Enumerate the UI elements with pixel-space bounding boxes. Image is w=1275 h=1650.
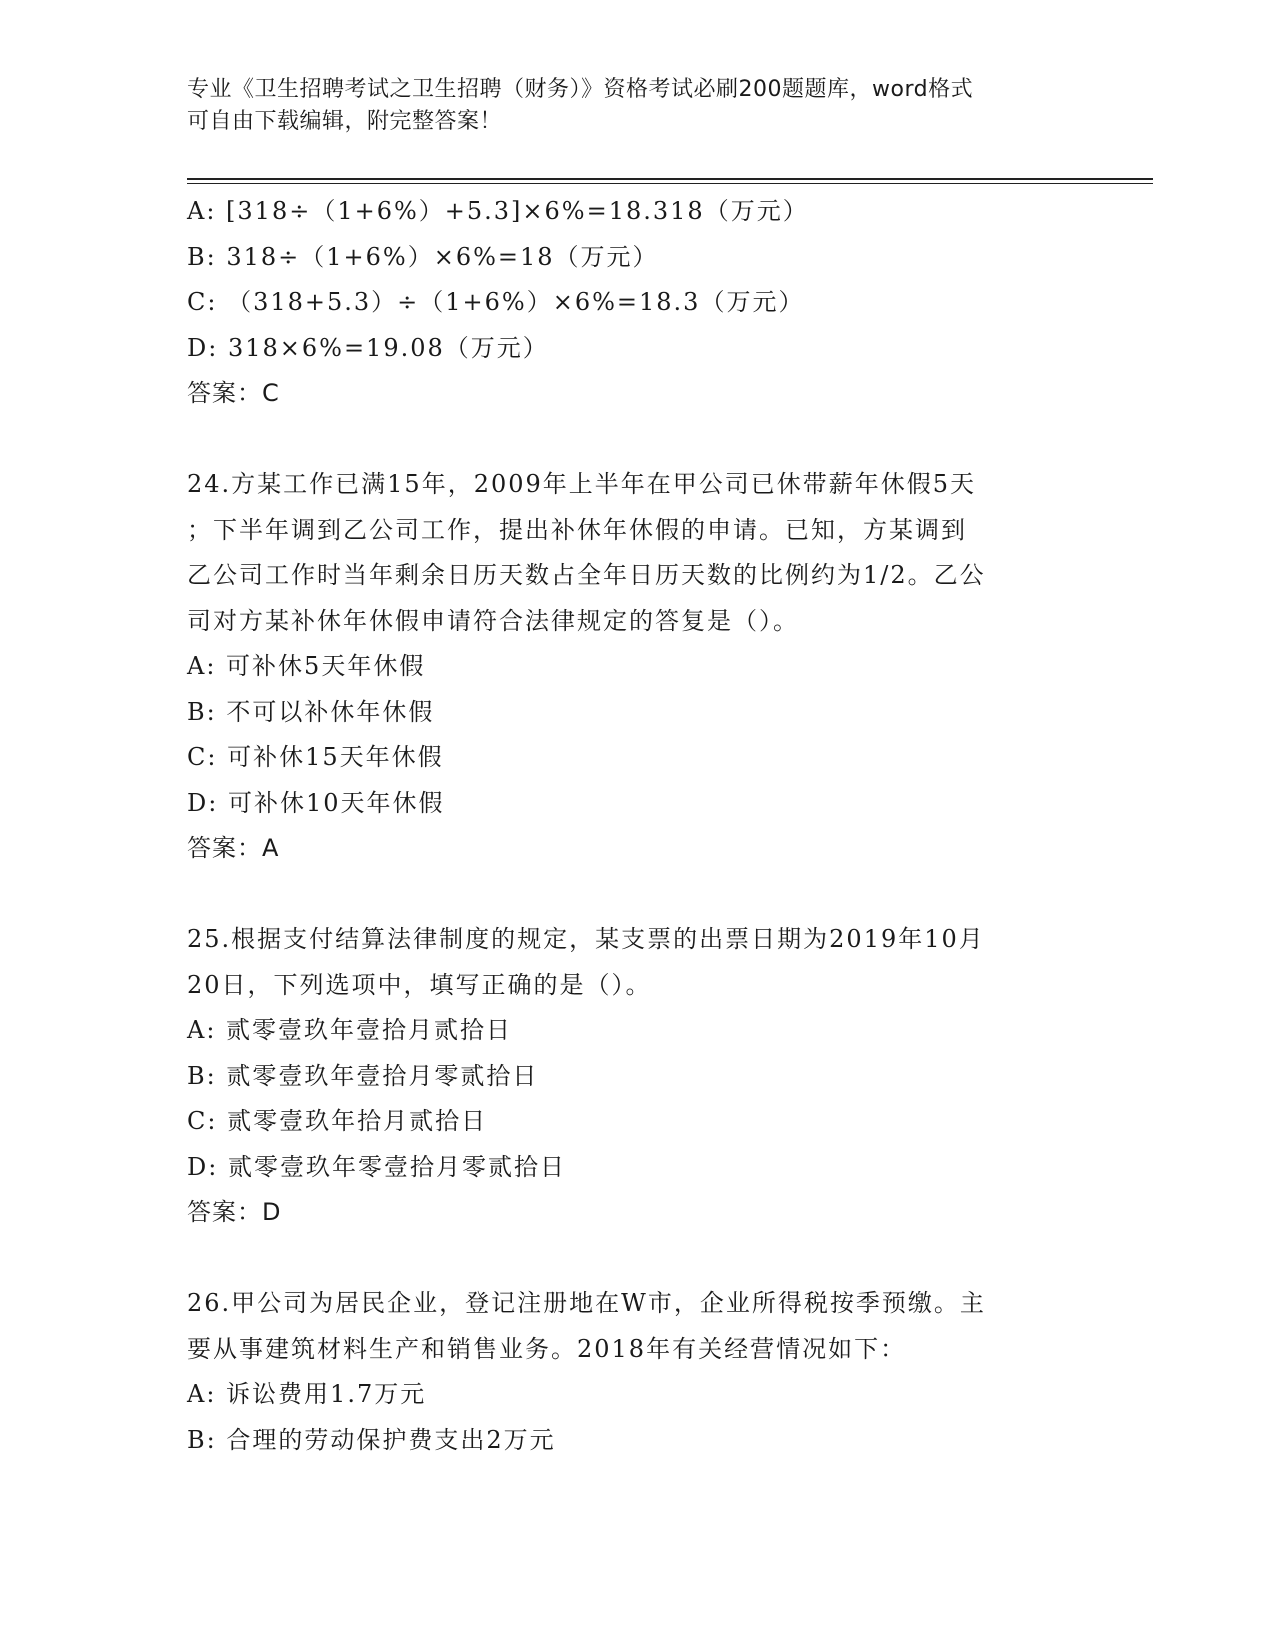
answer: 答案：C — [187, 379, 280, 407]
question-23 — [187, 189, 1087, 417]
header-divider-thick — [187, 178, 1153, 180]
answer: 答案：A — [187, 834, 280, 862]
question-stem-line: 24.方某工作已满15年，2009年上半年在甲公司已休带薪年休假5天 — [187, 470, 977, 498]
option-c: C: （318+5.3）÷（1+6%）×6%=18.3（万元） — [187, 288, 805, 316]
option-b: B: 不可以补休年休假 — [187, 697, 435, 726]
option-d: D: 318×6%=19.08（万元） — [187, 333, 549, 362]
question-stem-line: 司对方某补休年休假申请符合法律规定的答复是（）。 — [187, 606, 799, 635]
option-a: A: 贰零壹玖年壹拾月贰拾日 — [187, 1016, 513, 1044]
question-content — [187, 189, 1087, 1463]
option-b: B: 318÷（1+6%）×6%=18（万元） — [187, 242, 659, 271]
question-25 — [187, 917, 1087, 1236]
document-header — [187, 74, 1067, 138]
header-line-1: 专业《卫生招聘考试之卫生招聘（财务）》资格考试必刷200题题库，word格式 — [187, 77, 974, 102]
answer: 答案：D — [187, 1198, 282, 1226]
option-b: B: 合理的劳动保护费支出2万元 — [187, 1425, 556, 1454]
question-stem-line: ；下半年调到乙公司工作，提出补休年休假的申请。已知，方某调到 — [187, 515, 967, 544]
header-divider-thin — [187, 183, 1153, 184]
option-a: A: 可补休5天年休假 — [187, 652, 426, 680]
option-c: C: 可补休15天年休假 — [187, 743, 444, 771]
question-24 — [187, 462, 1087, 872]
option-d: D: 贰零壹玖年零壹拾月零贰拾日 — [187, 1152, 566, 1181]
question-stem-line: 20日，下列选项中，填写正确的是（）。 — [187, 970, 652, 999]
option-d: D: 可补休10天年休假 — [187, 788, 445, 817]
question-stem-line: 乙公司工作时当年剩余日历天数占全年日历天数的比例约为1/2。乙公 — [187, 561, 986, 589]
question-stem-line: 25.根据支付结算法律制度的规定，某支票的出票日期为2019年10月 — [187, 925, 985, 953]
option-c: C: 贰零壹玖年拾月贰拾日 — [187, 1107, 488, 1135]
header-line-2: 可自由下载编辑，附完整答案！ — [187, 109, 503, 134]
question-26 — [187, 1281, 1087, 1463]
option-a: A: 诉讼费用1.7万元 — [187, 1380, 427, 1408]
option-a: A: [318÷（1+6%）+5.3]×6%=18.318（万元） — [187, 197, 809, 225]
question-stem-line: 26.甲公司为居民企业，登记注册地在W市，企业所得税按季预缴。主 — [187, 1289, 986, 1317]
question-stem-line: 要从事建筑材料生产和销售业务。2018年有关经营情况如下： — [187, 1334, 907, 1363]
option-b: B: 贰零壹玖年壹拾月零贰拾日 — [187, 1061, 539, 1090]
